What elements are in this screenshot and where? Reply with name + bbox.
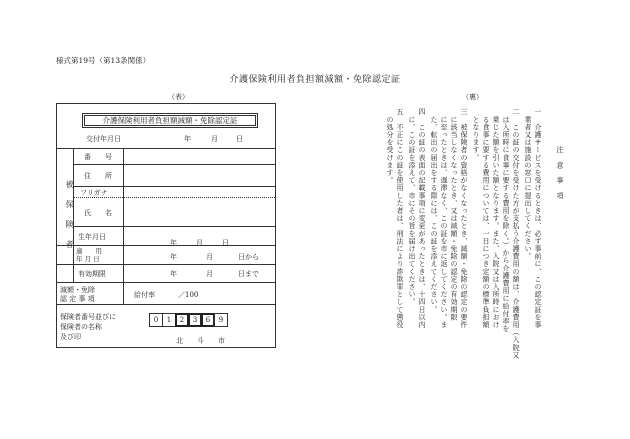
- form-number-label: 様式第19号（第13条関係）: [56, 56, 151, 65]
- valid-month: 月: [206, 270, 213, 278]
- furigana-label: フリガナ: [80, 189, 108, 197]
- issue-date-year: 年: [184, 135, 191, 143]
- name-label: 氏 名: [84, 209, 112, 217]
- grid-line: [56, 264, 275, 265]
- insurer-number-digit: 6: [201, 313, 215, 327]
- address-label: 住 所: [84, 172, 112, 180]
- grid-line: [73, 186, 275, 187]
- insurer-number: [150, 313, 228, 327]
- note-line: 三 被保険者の資格がなくなったとき、減額・免除の認定の要件: [460, 108, 468, 329]
- notes-back-side: [304, 108, 564, 359]
- grid-line: [73, 226, 275, 227]
- issue-date-label: 交付年月日: [86, 135, 121, 143]
- birthdate-label: 生年月日: [78, 233, 106, 241]
- insurer-number-digit: 3: [188, 313, 202, 327]
- grid-line: [56, 304, 275, 305]
- grid-line: [123, 148, 124, 282]
- birth-year: 年: [170, 239, 177, 247]
- notes-heading: 注 意 事 項: [556, 146, 564, 200]
- note-line: に該当しなくなったとき、又は減額・免除の認定の有効期限: [450, 108, 458, 321]
- note-line: に、この証を添えて、市にその旨を届け出てください。: [408, 108, 416, 306]
- valid-year: 年: [170, 270, 177, 278]
- insurer-number-digit: 1: [162, 313, 176, 327]
- insured-label: [59, 180, 74, 268]
- applicable-day-from: 日から: [238, 253, 259, 261]
- number-label: 番 号: [84, 153, 112, 161]
- insurer-number-digit: 2: [175, 313, 189, 327]
- reduction-label-1: 減額・免除: [60, 286, 95, 294]
- note-line: 五 不正にこの証を使用した者は、刑法により詐欺罪として懲役: [396, 108, 404, 329]
- benefit-rate-label: 給付率: [134, 291, 155, 299]
- insurer-name: 北 斗 市: [176, 337, 225, 345]
- grid-line: [123, 282, 124, 304]
- note-line: 二 この証の交付を受けた方が支払う介護費用の額は、介護費用（入院又: [512, 108, 520, 359]
- issue-date-day: 日: [236, 135, 243, 143]
- birth-month: 月: [196, 239, 203, 247]
- issue-date-month: 月: [211, 135, 218, 143]
- applicable-label-2: 年 月 日: [76, 255, 100, 263]
- birth-day: 日: [222, 239, 229, 247]
- page-title: 介護保険利用者負担額減額・免除認定証: [229, 75, 401, 85]
- grid-line: [56, 282, 275, 283]
- valid-day-until: 日まで: [238, 270, 259, 278]
- note-line: の処分を受けます。: [386, 108, 394, 184]
- back-side-label: （裏）: [462, 93, 483, 101]
- note-line: た、転出の届出をする際には、この証を添えてください。: [430, 108, 438, 314]
- insurer-label-1: 保険者番号並びに: [60, 313, 116, 321]
- grid-line: [56, 148, 275, 149]
- insurer-label-3: 及び印: [60, 333, 81, 341]
- insurer-number-digit: 9: [214, 313, 228, 327]
- note-line: 乗じた額を引いた額となります。また、入院又は入所時におけ: [492, 108, 500, 329]
- note-line: 四 この証の表面の記載事項に変更があったときは、十四日以内: [418, 108, 426, 329]
- note-line: は入所時に食事に要する費用を除く。）から介護費用に給付率を: [502, 108, 510, 333]
- valid-period-label: 有効期限: [78, 270, 106, 278]
- note-line: 一 介護サービスを受けるときは、必ず事前に、この認定証を事: [534, 108, 542, 329]
- note-line: に至ったときは、遅滞なく、この証を市に返してください。ま: [440, 108, 448, 329]
- front-side-label: （表）: [168, 93, 189, 101]
- card-title: 介護保険利用者負担額減額・免除認定証: [82, 113, 258, 128]
- applicable-month: 月: [206, 253, 213, 261]
- applicable-year: 年: [170, 253, 177, 261]
- insurer-number-digit: 0: [149, 313, 163, 327]
- reduction-label-2: 認 定 事 項: [60, 295, 95, 303]
- note-line: となります。: [472, 108, 480, 162]
- grid-line: [73, 164, 275, 165]
- insured-label-text: 被保険者: [65, 180, 74, 260]
- insurer-label-2: 保険者の名称: [60, 323, 102, 331]
- note-line: る食事に要する費用については、一日につき定額の標準負担額: [482, 108, 490, 329]
- benefit-rate-value: ／100: [178, 291, 199, 299]
- note-line: 業者又は施設の窓口に提出してください。: [524, 108, 532, 260]
- applicable-label-1: 適 用: [76, 247, 102, 255]
